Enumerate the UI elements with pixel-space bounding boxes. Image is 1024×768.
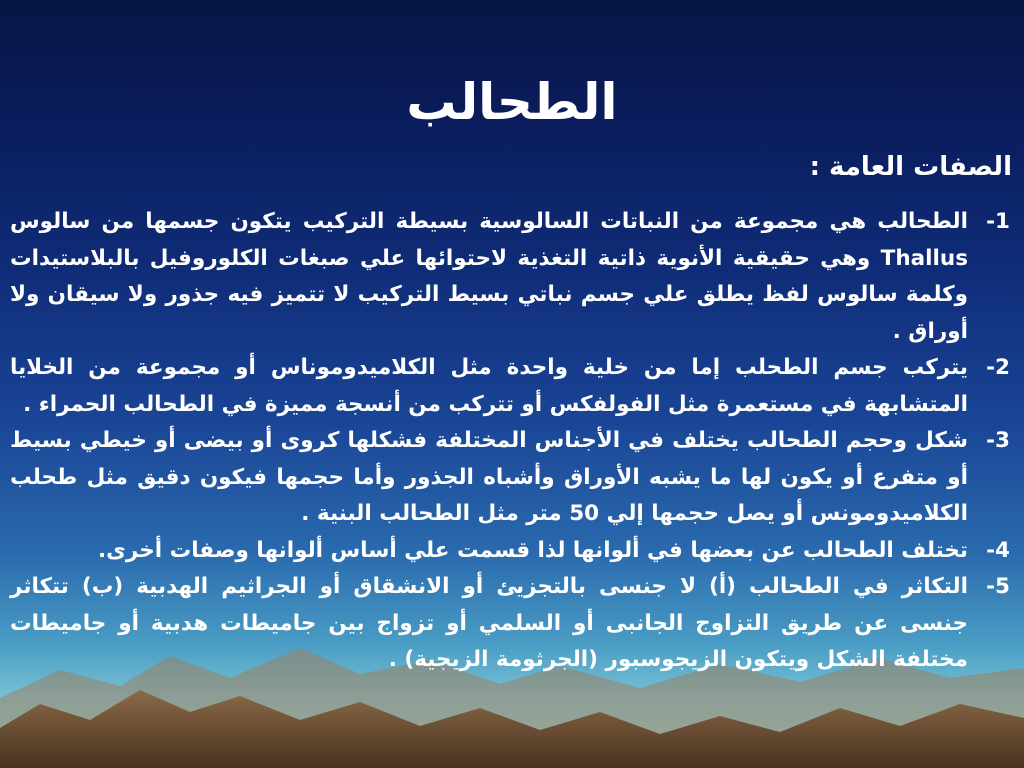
item-text: الطحالب هي مجموعة من النباتات السالوسية بسيطة التركيب يتكون جسمها من سالوس Thallus وهي حقيقية الأنوية ذاتية التغذية لاحتوائها علي صبغات الكلوروفيل بالبلاستيدات وكلمة سالوس لفظ يطلق علي جسم نباتي بسيط التركيب لا تتميز فيه جذور ولا سيقان ولا أوراق . bbox=[10, 209, 968, 344]
item-text: تختلف الطحالب عن بعضها في ألوانها لذا قسمت علي أساس ألوانها وصفات أخرى. bbox=[98, 537, 968, 563]
item-number: 4- bbox=[986, 537, 1010, 563]
item-text: التكاثر في الطحالب (أ) لا جنسى بالتجزيئ أو الانشقاق أو الجراثيم الهدبية (ب) تتكاثر جنسى عن طريق التزاوج الجانبى أو السلمي أو تزواج بين جاميطات هدبية أو جاميطات مختلفة الشكل ويتكون الزيجوسبور (الجرثومة الزيجية) . bbox=[10, 574, 968, 672]
list-item bbox=[10, 569, 1010, 679]
list-item bbox=[10, 533, 1010, 570]
slide-title: الطحالب bbox=[406, 73, 618, 131]
item-number: 2- bbox=[986, 355, 1010, 380]
item-number: 5- bbox=[986, 574, 1010, 599]
list-item bbox=[10, 423, 1010, 533]
item-text: يتركب جسم الطحلب إما من خلية واحدة مثل الكلاميدوموناس أو مجموعة من الخلايا المتشابهة في مستعمرة مثل الفولفكس أو تتركب من أنسجة مميزة في الطحالب الحمراء . bbox=[10, 355, 968, 417]
item-text: شكل وحجم الطحالب يختلف في الأجناس المختلفة فشكلها كروى أو بيضى أو خيطي بسيط أو متفرع أو يكون لها ما يشبه الأوراق وأشباه الجذور وأما حجمها فيكون دقيق مثل طحلب الكلاميدومونس أو يصل حجمها إلي 50 متر مثل الطحالب البنية . bbox=[10, 428, 968, 526]
slide-subtitle: الصفات العامة : bbox=[809, 152, 1012, 182]
characteristics-list bbox=[10, 204, 1010, 679]
list-item bbox=[10, 350, 1010, 423]
list-item bbox=[10, 204, 1010, 350]
item-number: 1- bbox=[986, 209, 1010, 234]
item-number: 3- bbox=[986, 428, 1010, 453]
